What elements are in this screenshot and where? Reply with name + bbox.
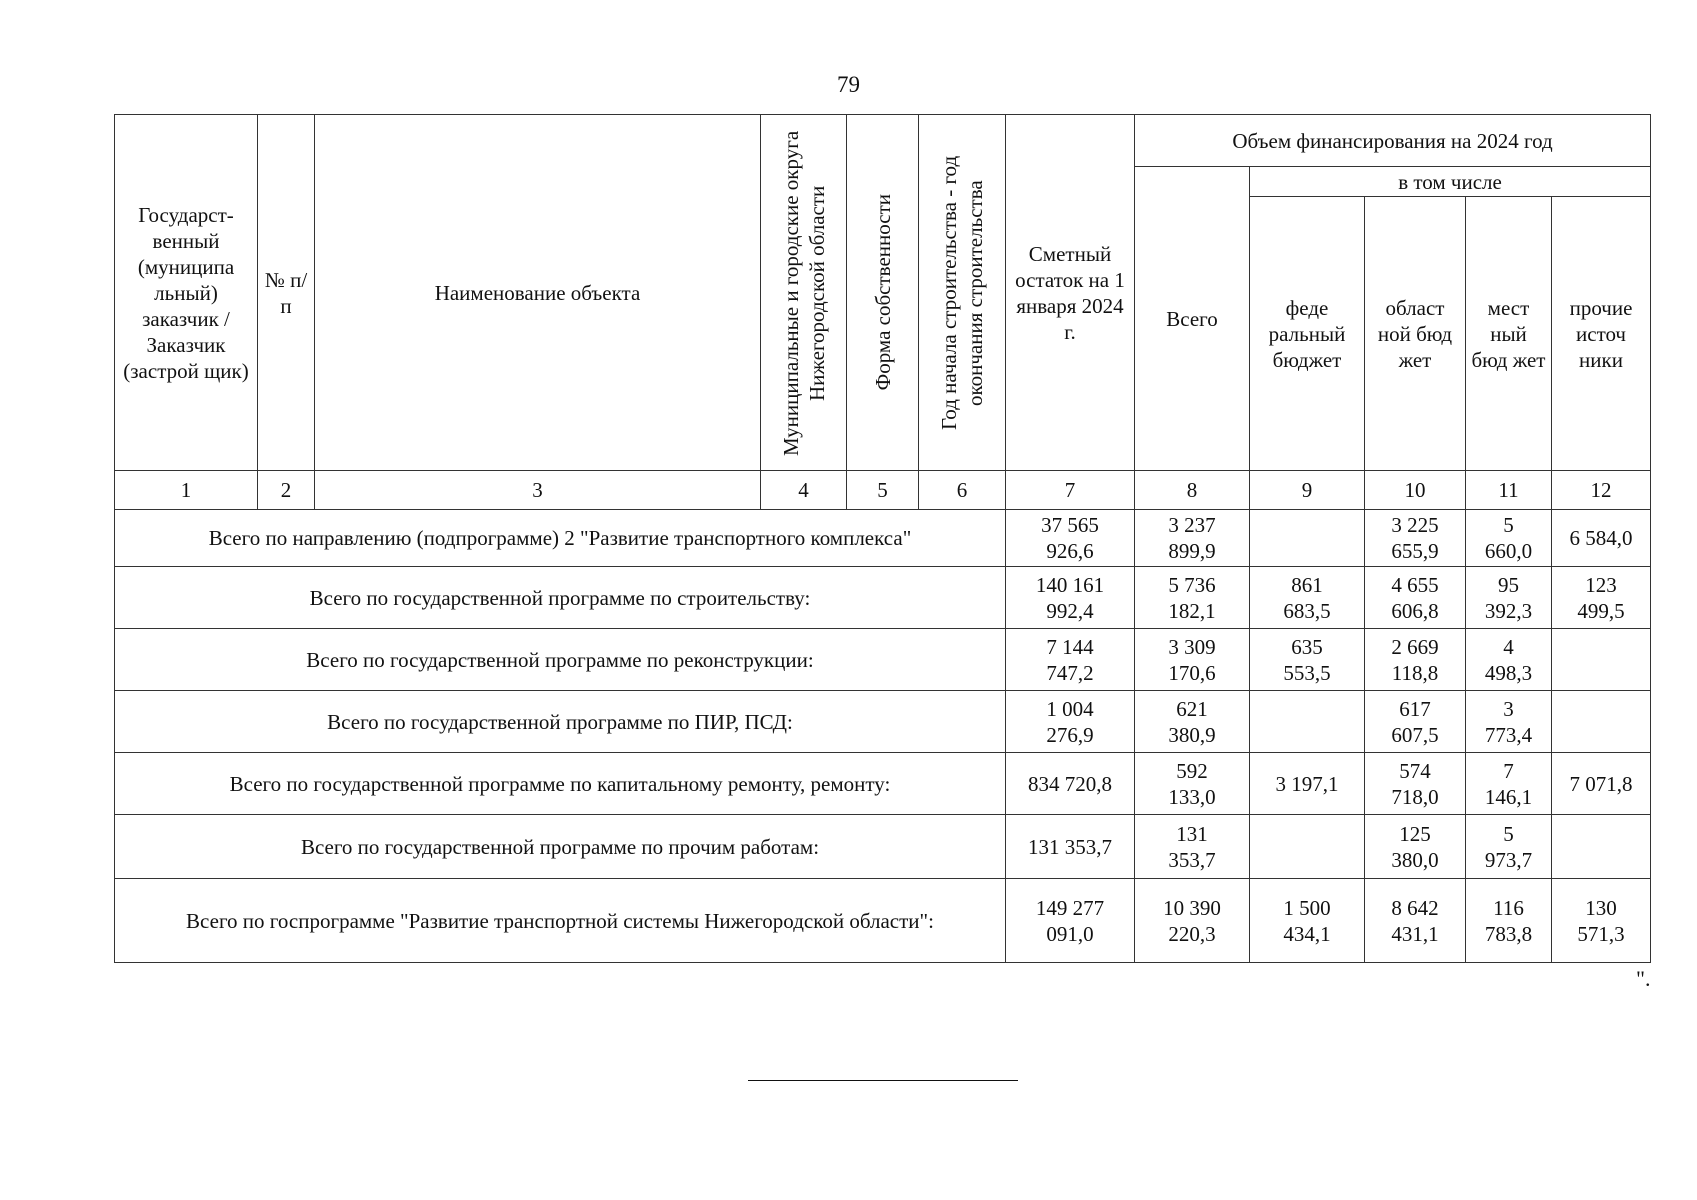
- page-number: 79: [837, 72, 860, 97]
- cell-value-line: 170,6: [1168, 660, 1216, 685]
- cell-estimated-balance: [1006, 879, 1135, 963]
- cell-value-line: 1 500: [1283, 895, 1331, 920]
- row-label: Всего по государственной программе по прочим работам:: [115, 815, 1006, 879]
- cell-estimated-balance: [1006, 629, 1135, 691]
- header-local-budget: мест ный бюд жет: [1466, 197, 1552, 471]
- cell-federal-budget: [1250, 815, 1365, 879]
- cell-federal-budget: [1250, 691, 1365, 753]
- cell-value-line: 125: [1399, 821, 1431, 846]
- column-number: 1: [115, 471, 258, 510]
- cell-value-line: 747,2: [1046, 660, 1094, 685]
- header-number: № п/п: [258, 115, 315, 471]
- cell-value-line: 130: [1585, 895, 1617, 920]
- cell-estimated-balance: [1006, 567, 1135, 629]
- closing-quote-mark: ".: [1636, 966, 1651, 991]
- header-estimated-balance: Сметный остаток на 1 января 2024 г.: [1006, 115, 1135, 471]
- header-total: Всего: [1135, 167, 1250, 471]
- table-row: [115, 629, 1651, 691]
- cell-total: [1135, 815, 1250, 879]
- cell-value-line: 182,1: [1168, 598, 1216, 623]
- cell-total: [1135, 691, 1250, 753]
- cell-value-line: 149 277: [1035, 895, 1105, 920]
- cell-value-line: 6 584,0: [1569, 526, 1633, 550]
- cell-value-line: 116: [1493, 895, 1524, 920]
- cell-value-line: 118,8: [1391, 660, 1439, 685]
- cell-other-sources: [1552, 879, 1651, 963]
- cell-regional-budget: [1365, 629, 1466, 691]
- table-row: [115, 815, 1651, 879]
- cell-value-line: 131 353,7: [1028, 834, 1112, 859]
- cell-value-line: 7 144: [1046, 634, 1094, 659]
- cell-value-line: 861: [1291, 572, 1323, 597]
- cell-value-line: 3 237: [1168, 513, 1216, 537]
- cell-value-line: 660,0: [1484, 539, 1533, 563]
- table-row: [115, 753, 1651, 815]
- cell-value-line: 718,0: [1391, 784, 1439, 809]
- cell-total: [1135, 629, 1250, 691]
- cell-value-line: 592: [1176, 758, 1208, 783]
- cell-federal-budget: [1250, 510, 1365, 567]
- header-customer: Государст-венный (муниципа льный) заказчик / Заказчик (застрой щик): [115, 115, 258, 471]
- cell-value-line: 621: [1176, 696, 1208, 721]
- cell-value-line: 834 720,8: [1028, 771, 1112, 796]
- cell-regional-budget: [1365, 691, 1466, 753]
- cell-value-line: 783,8: [1484, 921, 1533, 946]
- cell-value-line: 617: [1399, 696, 1431, 721]
- cell-value-line: 607,5: [1391, 722, 1439, 747]
- cell-federal-budget: [1250, 629, 1365, 691]
- cell-estimated-balance: [1006, 815, 1135, 879]
- header-including: в том числе: [1250, 167, 1651, 197]
- header-federal-budget: феде ральный бюджет: [1250, 197, 1365, 471]
- cell-value-line: 434,1: [1283, 921, 1331, 946]
- cell-regional-budget: [1365, 510, 1466, 567]
- cell-value-line: 091,0: [1046, 921, 1094, 946]
- header-object-name: Наименование объекта: [315, 115, 761, 471]
- cell-value-line: 973,7: [1484, 847, 1533, 872]
- cell-regional-budget: [1365, 879, 1466, 963]
- cell-value-line: 5: [1503, 821, 1514, 846]
- cell-other-sources: [1552, 567, 1651, 629]
- cell-value-line: 37 565: [1041, 513, 1099, 537]
- table-row: [115, 879, 1651, 963]
- cell-value-line: 606,8: [1391, 598, 1439, 623]
- column-number: 4: [761, 471, 847, 510]
- cell-value-line: 133,0: [1168, 784, 1216, 809]
- cell-value-line: 146,1: [1484, 784, 1533, 809]
- cell-value-line: 4 655: [1391, 572, 1439, 597]
- cell-federal-budget: [1250, 567, 1365, 629]
- cell-value-line: 553,5: [1283, 660, 1331, 685]
- column-number: 10: [1365, 471, 1466, 510]
- row-label: Всего по государственной программе по капитальному ремонту, ремонту:: [115, 753, 1006, 815]
- cell-value-line: 926,6: [1046, 539, 1094, 563]
- cell-federal-budget: [1250, 879, 1365, 963]
- cell-value-line: 773,4: [1484, 722, 1533, 747]
- cell-other-sources: [1552, 691, 1651, 753]
- column-number: 5: [847, 471, 919, 510]
- cell-value-line: 276,9: [1046, 722, 1094, 747]
- cell-value-line: 498,3: [1484, 660, 1533, 685]
- cell-value-line: 5 736: [1168, 572, 1216, 597]
- cell-local-budget: [1466, 629, 1552, 691]
- cell-value-line: 655,9: [1391, 539, 1439, 563]
- row-label: Всего по государственной программе по реконструкции:: [115, 629, 1006, 691]
- column-number: 2: [258, 471, 315, 510]
- cell-total: [1135, 753, 1250, 815]
- cell-value-line: 899,9: [1168, 539, 1216, 563]
- header-municipalities: Муниципальные и городские округа Нижегородской области: [778, 129, 829, 456]
- cell-total: [1135, 510, 1250, 567]
- column-number: 12: [1552, 471, 1651, 510]
- column-number: 11: [1466, 471, 1552, 510]
- cell-local-budget: [1466, 879, 1552, 963]
- header-ownership: Форма собственности: [870, 194, 895, 391]
- cell-regional-budget: [1365, 815, 1466, 879]
- cell-federal-budget: [1250, 753, 1365, 815]
- column-number: 3: [315, 471, 761, 510]
- cell-other-sources: [1552, 753, 1651, 815]
- cell-value-line: 635: [1291, 634, 1323, 659]
- cell-regional-budget: [1365, 753, 1466, 815]
- cell-value-line: 431,1: [1391, 921, 1439, 946]
- cell-value-line: 1 004: [1046, 696, 1094, 721]
- cell-value-line: 380,0: [1391, 847, 1439, 872]
- cell-other-sources: [1552, 629, 1651, 691]
- cell-value-line: 992,4: [1046, 598, 1094, 623]
- cell-value-line: 95: [1498, 572, 1519, 597]
- cell-regional-budget: [1365, 567, 1466, 629]
- column-number: 8: [1135, 471, 1250, 510]
- cell-value-line: 5: [1503, 513, 1514, 537]
- column-number: 7: [1006, 471, 1135, 510]
- cell-local-budget: [1466, 691, 1552, 753]
- cell-value-line: 571,3: [1577, 921, 1625, 946]
- cell-value-line: 3 197,1: [1275, 771, 1339, 796]
- cell-value-line: 3 225: [1391, 513, 1439, 537]
- header-regional-budget: област ной бюд жет: [1365, 197, 1466, 471]
- cell-other-sources: [1552, 510, 1651, 567]
- column-number: 6: [919, 471, 1006, 510]
- cell-value-line: 7: [1503, 758, 1514, 783]
- cell-value-line: 131: [1176, 821, 1208, 846]
- header-funding-group: Объем финансирования на 2024 год: [1135, 115, 1651, 167]
- cell-value-line: 7 071,8: [1569, 771, 1633, 796]
- cell-value-line: 10 390: [1163, 895, 1221, 920]
- cell-value-line: 353,7: [1168, 847, 1216, 872]
- cell-value-line: 4: [1503, 634, 1514, 659]
- cell-other-sources: [1552, 815, 1651, 879]
- cell-value-line: 3: [1503, 696, 1514, 721]
- row-label: Всего по государственной программе по строительству:: [115, 567, 1006, 629]
- cell-estimated-balance: [1006, 691, 1135, 753]
- cell-value-line: 220,3: [1168, 921, 1216, 946]
- cell-value-line: 123: [1585, 572, 1617, 597]
- cell-local-budget: [1466, 510, 1552, 567]
- cell-estimated-balance: [1006, 510, 1135, 567]
- row-label: Всего по государственной программе по ПИР, ПСД:: [115, 691, 1006, 753]
- cell-value-line: 2 669: [1391, 634, 1439, 659]
- financing-table: [114, 114, 1651, 963]
- cell-local-budget: [1466, 753, 1552, 815]
- cell-local-budget: [1466, 815, 1552, 879]
- cell-value-line: 683,5: [1283, 598, 1331, 623]
- cell-total: [1135, 567, 1250, 629]
- row-label: Всего по госпрограмме "Развитие транспортной системы Нижегородской области":: [115, 879, 1006, 963]
- separator-line: [748, 1080, 1018, 1081]
- cell-value-line: 3 309: [1168, 634, 1216, 659]
- column-number: 9: [1250, 471, 1365, 510]
- cell-local-budget: [1466, 567, 1552, 629]
- row-label: Всего по направлению (подпрограмме) 2 "Развитие транспортного комплекса": [115, 510, 1006, 567]
- table-row: [115, 691, 1651, 753]
- table-row: [115, 510, 1651, 567]
- cell-estimated-balance: [1006, 753, 1135, 815]
- header-construction-years: Год начала строительства - год окончания строительства: [937, 155, 987, 430]
- cell-value-line: 499,5: [1577, 598, 1625, 623]
- cell-value-line: 140 161: [1035, 572, 1105, 597]
- cell-value-line: 392,3: [1484, 598, 1533, 623]
- cell-value-line: 574: [1399, 758, 1431, 783]
- cell-total: [1135, 879, 1250, 963]
- cell-value-line: 380,9: [1168, 722, 1216, 747]
- table-row: [115, 567, 1651, 629]
- header-other-sources: прочие источ ники: [1552, 197, 1651, 471]
- cell-value-line: 8 642: [1391, 895, 1439, 920]
